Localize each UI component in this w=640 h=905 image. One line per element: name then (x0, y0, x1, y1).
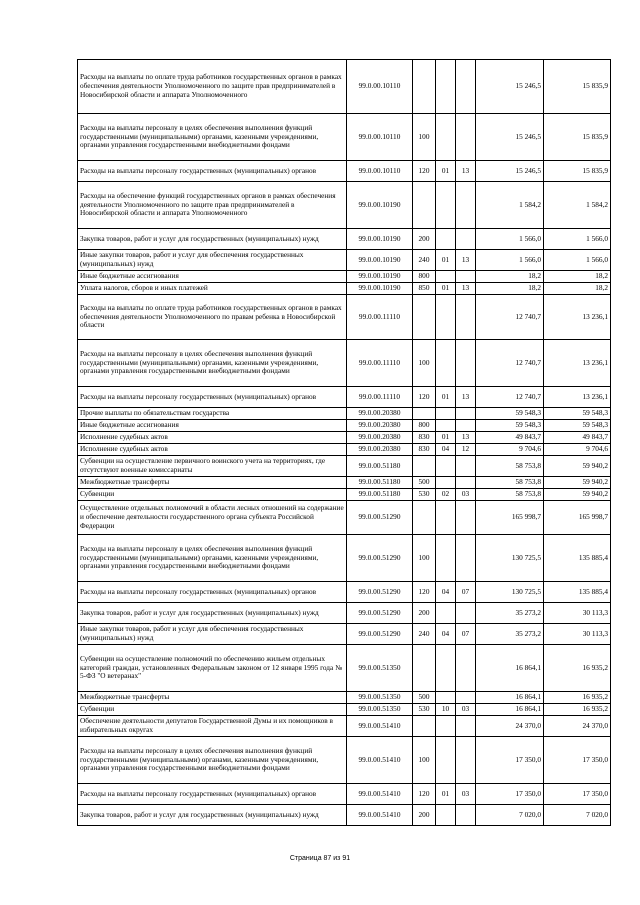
row-description: Расходы на выплаты персоналу в целях обеспечения выполнения функций государственными (муниципальными) органами, казенными учреждениями, органами управления государственными внебюджетными фондами (78, 114, 347, 161)
row-target-article: 99.0.00.51180 (347, 477, 413, 489)
row-sum-year-2: 30 113,3 (544, 624, 611, 645)
row-sum-year-2: 59 548,3 (544, 408, 611, 420)
row-expense-type (413, 716, 436, 737)
row-subsection: 13 (456, 283, 476, 295)
row-subsection (456, 408, 476, 420)
row-description: Закупка товаров, работ и услуг для государственных (муниципальных) нужд (78, 805, 347, 826)
row-expense-type (413, 60, 436, 114)
row-section (436, 477, 456, 489)
row-expense-type (413, 408, 436, 420)
row-expense-type: 500 (413, 692, 436, 704)
row-sum-year-1: 15 246,5 (476, 114, 544, 161)
row-description: Субвенции (78, 704, 347, 716)
row-sum-year-2: 16 935,2 (544, 645, 611, 692)
table-row (78, 271, 611, 283)
row-sum-year-2: 17 350,0 (544, 737, 611, 784)
row-sum-year-2: 17 350,0 (544, 784, 611, 805)
row-section: 02 (436, 489, 456, 501)
row-sum-year-1: 58 753,8 (476, 489, 544, 501)
row-expense-type: 100 (413, 737, 436, 784)
row-sum-year-2: 16 935,2 (544, 704, 611, 716)
row-sum-year-2: 24 370,0 (544, 716, 611, 737)
row-description: Субвенции на осуществление полномочий по обеспечению жильем отдельных категорий граждан, установленных Федеральным законом от 12 января 1995 года № 5-ФЗ "О ветеранах" (78, 645, 347, 692)
row-section (436, 408, 456, 420)
row-description: Расходы на выплаты персоналу в целях обеспечения выполнения функций государственными (муниципальными) органами, казенными учреждениями, органами управления государственными внебюджетными фондами (78, 340, 347, 387)
row-subsection: 03 (456, 784, 476, 805)
row-sum-year-1: 17 350,0 (476, 784, 544, 805)
table-row (78, 704, 611, 716)
row-subsection (456, 420, 476, 432)
row-sum-year-2: 135 885,4 (544, 582, 611, 603)
row-description: Расходы на выплаты персоналу государственных (муниципальных) органов (78, 161, 347, 182)
row-section (436, 271, 456, 283)
row-expense-type: 100 (413, 340, 436, 387)
row-target-article: 99.0.00.10190 (347, 271, 413, 283)
row-sum-year-2: 15 835,9 (544, 114, 611, 161)
row-subsection (456, 737, 476, 784)
row-sum-year-1: 58 753,8 (476, 456, 544, 477)
row-section (436, 114, 456, 161)
row-subsection: 13 (456, 250, 476, 271)
row-sum-year-2: 13 236,1 (544, 295, 611, 340)
row-sum-year-2: 1 566,0 (544, 250, 611, 271)
row-target-article: 99.0.00.20380 (347, 444, 413, 456)
row-subsection (456, 501, 476, 535)
row-expense-type: 830 (413, 444, 436, 456)
table-row (78, 340, 611, 387)
row-subsection (456, 716, 476, 737)
row-description: Обеспечение деятельности депутатов Государственной Думы и их помощников в избирательных округах (78, 716, 347, 737)
row-target-article: 99.0.00.51410 (347, 805, 413, 826)
row-sum-year-1: 12 740,7 (476, 340, 544, 387)
row-sum-year-2: 1 584,2 (544, 182, 611, 229)
row-sum-year-2: 7 020,0 (544, 805, 611, 826)
row-target-article: 99.0.00.51410 (347, 737, 413, 784)
row-section (436, 456, 456, 477)
row-expense-type: 120 (413, 161, 436, 182)
row-target-article: 99.0.00.10110 (347, 161, 413, 182)
row-sum-year-2: 59 940,2 (544, 477, 611, 489)
row-target-article: 99.0.00.51410 (347, 784, 413, 805)
row-target-article: 99.0.00.10190 (347, 250, 413, 271)
row-section: 01 (436, 250, 456, 271)
row-target-article: 99.0.00.51410 (347, 716, 413, 737)
row-description: Расходы на выплаты персоналу государственных (муниципальных) органов (78, 784, 347, 805)
row-section: 01 (436, 283, 456, 295)
row-description: Расходы на выплаты по оплате труда работников государственных органов в рамках обеспечения деятельности Уполномоченного по защите прав предпринимателей в Новосибирской области и аппарата Уполномоченного (78, 60, 347, 114)
row-subsection: 07 (456, 582, 476, 603)
row-target-article: 99.0.00.11110 (347, 340, 413, 387)
row-sum-year-1: 1 566,0 (476, 229, 544, 250)
row-section: 04 (436, 624, 456, 645)
row-target-article: 99.0.00.11110 (347, 295, 413, 340)
row-section: 04 (436, 444, 456, 456)
table-row (78, 161, 611, 182)
row-target-article: 99.0.00.10190 (347, 182, 413, 229)
row-target-article: 99.0.00.10110 (347, 60, 413, 114)
row-sum-year-2: 13 236,1 (544, 340, 611, 387)
row-target-article: 99.0.00.20380 (347, 420, 413, 432)
row-sum-year-1: 17 350,0 (476, 737, 544, 784)
row-expense-type: 530 (413, 704, 436, 716)
row-description: Расходы на выплаты персоналу в целях обеспечения выполнения функций государственными (муниципальными) органами, казенными учреждениями, органами управления государственными внебюджетными фондами (78, 535, 347, 582)
row-expense-type: 100 (413, 114, 436, 161)
row-description: Уплата налогов, сборов и иных платежей (78, 283, 347, 295)
row-subsection (456, 295, 476, 340)
row-description: Расходы на обеспечение функций государственных органов в рамках обеспечения деятельности Уполномоченного по защите прав предпринимателей в Новосибирской области и аппарата Уполномоченного (78, 182, 347, 229)
row-description: Осуществление отдельных полномочий в области лесных отношений на содержание и обеспечение деятельности государственного органа субъекта Российской Федерации (78, 501, 347, 535)
row-expense-type (413, 456, 436, 477)
row-subsection (456, 340, 476, 387)
row-section (436, 692, 456, 704)
row-expense-type: 500 (413, 477, 436, 489)
row-expense-type: 200 (413, 229, 436, 250)
table-row (78, 229, 611, 250)
row-sum-year-1: 59 548,3 (476, 408, 544, 420)
row-section (436, 737, 456, 784)
table-row (78, 501, 611, 535)
row-section: 01 (436, 161, 456, 182)
row-description: Прочие выплаты по обязательствам государства (78, 408, 347, 420)
row-target-article: 99.0.00.51290 (347, 501, 413, 535)
row-sum-year-2: 59 940,2 (544, 489, 611, 501)
row-sum-year-2: 165 998,7 (544, 501, 611, 535)
row-sum-year-2: 30 113,3 (544, 603, 611, 624)
row-sum-year-2: 59 940,2 (544, 456, 611, 477)
row-target-article: 99.0.00.10110 (347, 114, 413, 161)
row-target-article: 99.0.00.51350 (347, 645, 413, 692)
row-sum-year-1: 1 584,2 (476, 182, 544, 229)
page-number: Страница 87 из 91 (289, 855, 351, 862)
table-body (78, 60, 611, 826)
row-expense-type (413, 645, 436, 692)
row-target-article: 99.0.00.51180 (347, 456, 413, 477)
row-sum-year-1: 15 246,5 (476, 60, 544, 114)
table-row (78, 114, 611, 161)
row-expense-type: 120 (413, 582, 436, 603)
table-row (78, 295, 611, 340)
row-expense-type: 800 (413, 271, 436, 283)
table-row (78, 408, 611, 420)
table-row (78, 283, 611, 295)
row-expense-type: 850 (413, 283, 436, 295)
row-section (436, 182, 456, 229)
row-sum-year-1: 18,2 (476, 271, 544, 283)
row-sum-year-1: 16 864,1 (476, 704, 544, 716)
row-description: Закупка товаров, работ и услуг для государственных (муниципальных) нужд (78, 603, 347, 624)
row-section (436, 420, 456, 432)
row-expense-type: 800 (413, 420, 436, 432)
row-sum-year-1: 12 740,7 (476, 295, 544, 340)
row-expense-type (413, 501, 436, 535)
row-target-article: 99.0.00.51290 (347, 603, 413, 624)
row-sum-year-2: 1 566,0 (544, 229, 611, 250)
table-row (78, 182, 611, 229)
row-sum-year-2: 49 843,7 (544, 432, 611, 444)
row-sum-year-1: 12 740,7 (476, 387, 544, 408)
row-description: Иные бюджетные ассигнования (78, 271, 347, 283)
row-target-article: 99.0.00.20380 (347, 408, 413, 420)
row-description: Расходы на выплаты персоналу государственных (муниципальных) органов (78, 582, 347, 603)
table-row (78, 432, 611, 444)
row-sum-year-1: 165 998,7 (476, 501, 544, 535)
row-expense-type: 200 (413, 805, 436, 826)
row-description: Иные бюджетные ассигнования (78, 420, 347, 432)
row-sum-year-1: 59 548,3 (476, 420, 544, 432)
row-target-article: 99.0.00.20380 (347, 432, 413, 444)
table-row (78, 645, 611, 692)
row-subsection (456, 477, 476, 489)
row-section (436, 60, 456, 114)
row-expense-type: 530 (413, 489, 436, 501)
row-expense-type: 830 (413, 432, 436, 444)
row-expense-type: 200 (413, 603, 436, 624)
table-row (78, 624, 611, 645)
row-section (436, 716, 456, 737)
row-section: 01 (436, 784, 456, 805)
row-subsection (456, 114, 476, 161)
row-description: Исполнение судебных актов (78, 444, 347, 456)
row-target-article: 99.0.00.10190 (347, 229, 413, 250)
table-row (78, 784, 611, 805)
row-subsection (456, 229, 476, 250)
row-target-article: 99.0.00.51180 (347, 489, 413, 501)
row-sum-year-1: 130 725,5 (476, 582, 544, 603)
row-description: Исполнение судебных актов (78, 432, 347, 444)
row-subsection: 12 (456, 444, 476, 456)
row-section: 01 (436, 432, 456, 444)
row-sum-year-1: 24 370,0 (476, 716, 544, 737)
table-row (78, 603, 611, 624)
table-row (78, 582, 611, 603)
row-expense-type (413, 295, 436, 340)
row-target-article: 99.0.00.51350 (347, 704, 413, 716)
row-sum-year-1: 35 273,2 (476, 603, 544, 624)
row-description: Межбюджетные трансферты (78, 692, 347, 704)
row-subsection: 13 (456, 432, 476, 444)
table-row (78, 535, 611, 582)
table-row (78, 387, 611, 408)
row-sum-year-2: 59 548,3 (544, 420, 611, 432)
table-row (78, 456, 611, 477)
table-row (78, 737, 611, 784)
table-row (78, 420, 611, 432)
row-target-article: 99.0.00.51290 (347, 535, 413, 582)
row-target-article: 99.0.00.51290 (347, 624, 413, 645)
row-subsection (456, 182, 476, 229)
row-sum-year-2: 16 935,2 (544, 692, 611, 704)
table-row (78, 250, 611, 271)
row-section (436, 501, 456, 535)
row-sum-year-1: 15 246,5 (476, 161, 544, 182)
row-expense-type: 240 (413, 250, 436, 271)
row-description: Закупка товаров, работ и услуг для государственных (муниципальных) нужд (78, 229, 347, 250)
table-row (78, 805, 611, 826)
row-subsection (456, 60, 476, 114)
row-sum-year-1: 49 843,7 (476, 432, 544, 444)
row-subsection: 13 (456, 161, 476, 182)
table-row (78, 716, 611, 737)
row-sum-year-1: 7 020,0 (476, 805, 544, 826)
row-section (436, 603, 456, 624)
row-sum-year-1: 9 704,6 (476, 444, 544, 456)
row-section (436, 295, 456, 340)
row-sum-year-2: 18,2 (544, 271, 611, 283)
row-sum-year-1: 16 864,1 (476, 692, 544, 704)
row-description: Субвенции на осуществление первичного воинского учета на территориях, где отсутствуют военные комиссариаты (78, 456, 347, 477)
row-subsection: 03 (456, 489, 476, 501)
row-section: 10 (436, 704, 456, 716)
row-section: 01 (436, 387, 456, 408)
row-sum-year-1: 16 864,1 (476, 645, 544, 692)
table-row (78, 692, 611, 704)
row-subsection (456, 645, 476, 692)
row-sum-year-1: 1 566,0 (476, 250, 544, 271)
row-target-article: 99.0.00.10190 (347, 283, 413, 295)
row-sum-year-2: 15 835,9 (544, 161, 611, 182)
row-subsection (456, 271, 476, 283)
row-description: Расходы на выплаты персоналу государственных (муниципальных) органов (78, 387, 347, 408)
row-subsection: 07 (456, 624, 476, 645)
row-subsection: 13 (456, 387, 476, 408)
row-section (436, 229, 456, 250)
row-sum-year-1: 130 725,5 (476, 535, 544, 582)
row-target-article: 99.0.00.51350 (347, 692, 413, 704)
row-description: Межбюджетные трансферты (78, 477, 347, 489)
table-row (78, 444, 611, 456)
row-expense-type (413, 182, 436, 229)
row-description: Иные закупки товаров, работ и услуг для обеспечения государственных (муниципальных) нужд (78, 624, 347, 645)
row-subsection (456, 535, 476, 582)
budget-table (77, 59, 611, 826)
row-subsection (456, 456, 476, 477)
row-expense-type: 100 (413, 535, 436, 582)
table-row (78, 60, 611, 114)
row-description: Иные закупки товаров, работ и услуг для обеспечения государственных (муниципальных) нужд (78, 250, 347, 271)
row-sum-year-1: 18,2 (476, 283, 544, 295)
row-subsection (456, 805, 476, 826)
row-section: 04 (436, 582, 456, 603)
row-sum-year-2: 135 885,4 (544, 535, 611, 582)
row-subsection (456, 692, 476, 704)
row-sum-year-2: 9 704,6 (544, 444, 611, 456)
row-expense-type: 240 (413, 624, 436, 645)
row-sum-year-2: 15 835,9 (544, 60, 611, 114)
row-section (436, 645, 456, 692)
row-section (436, 340, 456, 387)
row-sum-year-2: 18,2 (544, 283, 611, 295)
row-subsection (456, 603, 476, 624)
row-sum-year-1: 35 273,2 (476, 624, 544, 645)
row-expense-type: 120 (413, 784, 436, 805)
row-target-article: 99.0.00.11110 (347, 387, 413, 408)
row-target-article: 99.0.00.51290 (347, 582, 413, 603)
row-description: Субвенции (78, 489, 347, 501)
table-row (78, 489, 611, 501)
row-section (436, 535, 456, 582)
table-row (78, 477, 611, 489)
row-section (436, 805, 456, 826)
row-expense-type: 120 (413, 387, 436, 408)
row-subsection: 03 (456, 704, 476, 716)
row-sum-year-2: 13 236,1 (544, 387, 611, 408)
row-description: Расходы на выплаты по оплате труда работников государственных органов в рамках обеспечения деятельности Уполномоченного по правам ребенка в Новосибирской области (78, 295, 347, 340)
row-description: Расходы на выплаты персоналу в целях обеспечения выполнения функций государственными (муниципальными) органами, казенными учреждениями, органами управления государственными внебюджетными фондами (78, 737, 347, 784)
row-sum-year-1: 58 753,8 (476, 477, 544, 489)
